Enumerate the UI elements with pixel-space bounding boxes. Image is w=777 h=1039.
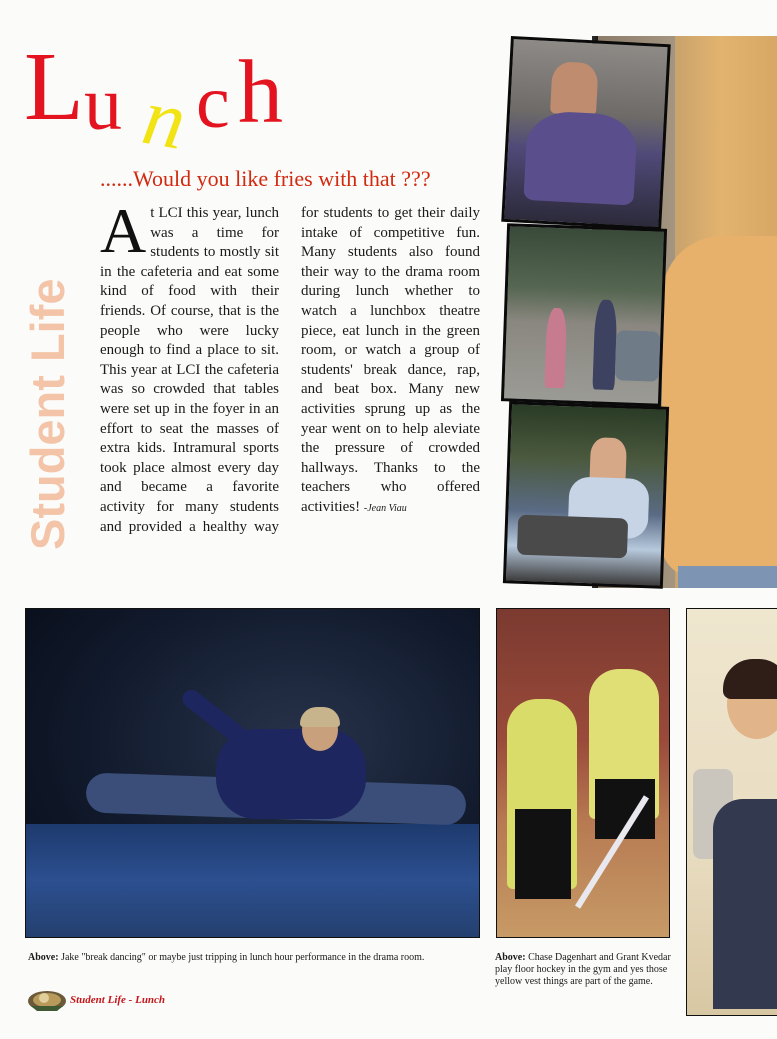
photo-detail: [515, 809, 571, 899]
caption-floor-hockey: [495, 952, 675, 988]
photo-detail: [179, 686, 253, 749]
photo-detail: [517, 515, 628, 559]
photo-detail: [723, 659, 777, 699]
title-letter: c: [196, 60, 230, 144]
photo-student-drinking: [501, 36, 671, 230]
photo-outdoor-walkers: [501, 223, 667, 406]
caption-break-dancing: [28, 952, 478, 964]
caption-label: Above:: [28, 952, 59, 963]
section-label-vertical: Student Life: [21, 278, 74, 550]
article-body: [100, 195, 480, 544]
photo-detail: [544, 308, 567, 389]
photo-detail: [26, 824, 479, 937]
photo-detail: [300, 707, 340, 727]
photo-detail: [550, 61, 599, 115]
photo-detail: [592, 299, 617, 390]
photo-detail: [615, 330, 661, 382]
caption-text: Chase Dagenhart and Grant Kvedar play floor hockey in the gym and yes those yellow vest things are part of the game.: [495, 952, 671, 987]
photo-student-hallway: [686, 608, 777, 1016]
photo-break-dancing: [25, 608, 480, 938]
footer-section: [70, 994, 165, 1006]
title-letter: u: [84, 62, 122, 146]
photo-detail: [678, 566, 777, 588]
footer-separator: -: [125, 994, 136, 1006]
photo-teacher-chair: [503, 401, 669, 588]
footer-page-name: Lunch: [135, 994, 166, 1006]
caption-text: Jake "break dancing" or maybe just tripping in lunch hour performance in the drama room.: [58, 952, 425, 963]
photo-detail: [523, 110, 638, 206]
photo-detail: [662, 236, 777, 576]
article-text: t LCI this year, lunch was a time for students to mostly sit in the cafeteria and eat some kind of food with their friends. Of course, that is the people who were lucky enough to find a place to sit. This year at LCI the cafeteria was so crowded that tables were set up in the foyer in an effort to seat the masses of extra kids. Intramural sports took place almost every day and became a favorite activity for many students and provided a healthy way for students to get their daily intake of competitive fun. Many students also found their way to the drama room during lunch whether to watch a lunchbox theatre piece, eat lunch in the green room, or watch a group of students' break dance, rap, and beat box. Many new activities sprung up as the year went on to help aleviate the pressure of crowded hallways. Thanks to the teachers who offered activities!: [100, 205, 480, 535]
photo-detail: [589, 437, 627, 482]
school-crest-icon: [27, 986, 67, 1012]
drop-cap: A: [100, 195, 147, 266]
subtitle: ......Would you like fries with that ???: [100, 166, 431, 191]
footer-section-name: Student Life: [70, 994, 126, 1006]
article-byline: -Jean Viau: [363, 502, 407, 514]
title-letter: L: [24, 33, 84, 141]
title-letter-accent: n: [136, 70, 193, 167]
caption-label: Above:: [495, 952, 526, 963]
photo-floor-hockey: [496, 608, 670, 938]
page-title: [24, 33, 344, 167]
photo-detail: [713, 799, 777, 1009]
title-letter: h: [238, 43, 283, 142]
